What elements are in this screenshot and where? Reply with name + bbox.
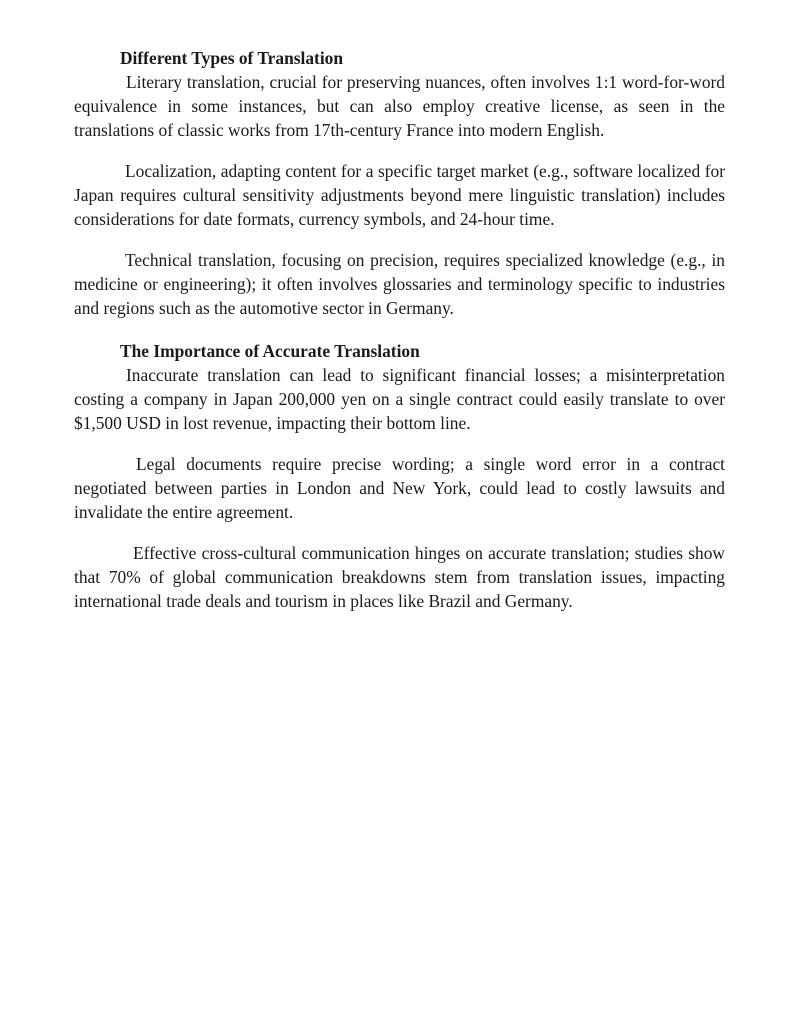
paragraph-literary: Literary translation, crucial for preserving nuances, often involves 1:1 word-for-word equivalence in some instances, but can also employ creative license, as seen in the translations of classic works from 17th-century France into modern English. xyxy=(74,72,725,140)
paragraph-financial: Inaccurate translation can lead to significant financial losses; a misinterpretation costing a company in Japan 200,000 yen on a single contract could easily translate to over $1,500 USD in lost revenue, impacting their bottom line. xyxy=(74,365,725,433)
document-page xyxy=(74,46,725,630)
paragraph-legal: Legal documents require precise wording; a single word error in a contract negotiated between parties in London and New York, could lead to costly lawsuits and invalidate the entire agreement. xyxy=(74,454,725,522)
paragraph-communication: Effective cross-cultural communication hinges on accurate translation; studies show that 70% of global communication breakdowns stem from translation issues, impacting international trade deals and tourism in places like Brazil and Germany. xyxy=(74,543,725,611)
section-heading-importance: The Importance of Accurate Translation xyxy=(120,341,420,361)
paragraph-localization: Localization, adapting content for a specific target market (e.g., software localized for Japan requires cultural sensitivity adjustments beyond mere linguistic translation) includes considerations for date formats, currency symbols, and 24-hour time. xyxy=(74,161,725,229)
section-heading-types: Different Types of Translation xyxy=(120,48,344,68)
paragraph-technical: Technical translation, focusing on precision, requires specialized knowledge (e.g., in medicine or engineering); it often involves glossaries and terminology specific to industries and regions such as the automotive sector in Germany. xyxy=(74,250,725,318)
